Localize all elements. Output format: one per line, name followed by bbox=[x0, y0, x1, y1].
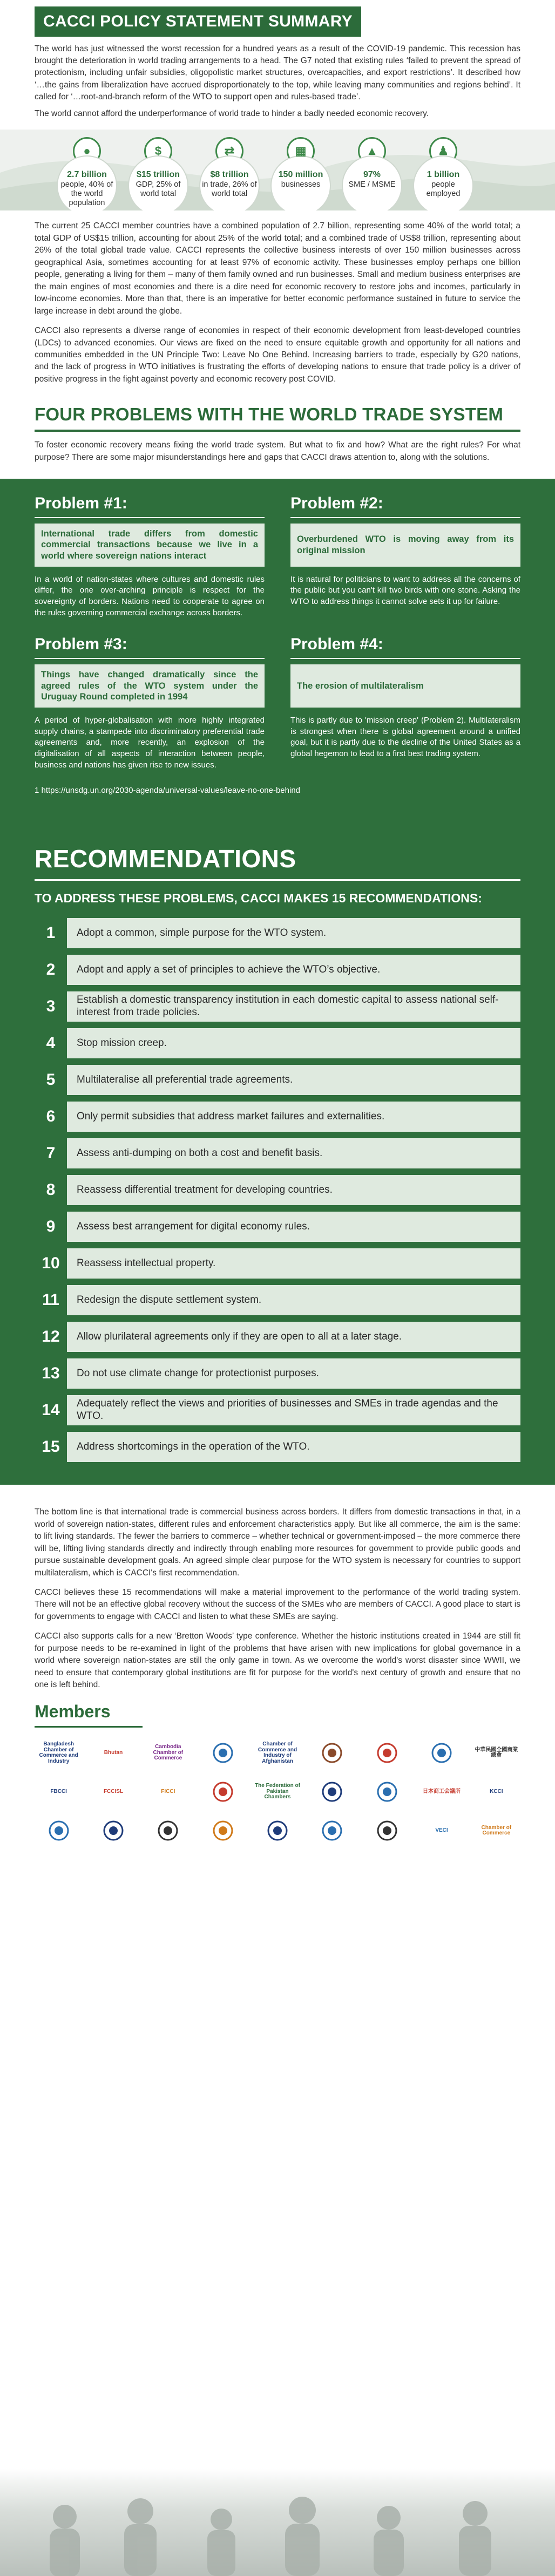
body-paragraph-4: CACCI also represents a diverse range of economies in respect of their economic development from least-developed countries (LDCs) to advanced economies. Our views are fixed on the need to ensure equitable growth and opportunity for all nations and communities embedded in the UN Principle Two: Leave No One Behind. Increasing barriers to trade, especially by G20 nations, and the lack of progress in WTO initiatives is frustrating the efforts of developing nations to ensure that trade policy is a driver of positive progress in the fight against poverty and economic recovery post COVID. bbox=[35, 326, 520, 384]
recommendation-text: Do not use climate change for protectionist purposes. bbox=[67, 1358, 520, 1389]
member-logo: Cambodia Chamber of Commerce bbox=[153, 1744, 184, 1762]
recommendation-text: Reassess differential treatment for developing countries. bbox=[67, 1175, 520, 1205]
stat-value: 97% bbox=[363, 170, 381, 180]
stat-value: 150 million bbox=[278, 170, 323, 180]
problem-body: A period of hyper-globalisation with more highly integrated supply chains, a stampede into discriminatory preferential trade agreements and, more recently, an explosion of the digitalisation of all aspects of interaction between people, business and nations has given rise to new issues. bbox=[35, 715, 265, 770]
stat-glyph: ▲ bbox=[366, 144, 378, 158]
emblem-icon bbox=[212, 1742, 234, 1764]
recommendation-text: Adopt a common, simple purpose for the WTO system. bbox=[67, 918, 520, 948]
recommendation-number: 6 bbox=[46, 1107, 56, 1126]
recommendation-text: Adequately reflect the views and priorities of businesses and SMEs in trade agendas and the WTO. bbox=[67, 1395, 520, 1425]
problem-lead bbox=[290, 664, 520, 708]
member-logo bbox=[199, 1741, 247, 1765]
recommendation-number: 12 bbox=[42, 1328, 60, 1346]
stat-item bbox=[410, 137, 476, 210]
stat-circle bbox=[57, 155, 117, 210]
title-rule bbox=[35, 430, 520, 432]
emblem-icon bbox=[212, 1781, 234, 1803]
recommendation-number: 8 bbox=[46, 1181, 56, 1199]
emblem-icon bbox=[321, 1742, 343, 1764]
recommendation-text: Allow plurilateral agreements only if they are open to all at a later stage. bbox=[67, 1322, 520, 1352]
member-logo: Chamber of Commerce and Industry of Afghanistan bbox=[258, 1741, 297, 1764]
member-logo: Bangladesh Chamber of Commerce and Industry bbox=[39, 1741, 78, 1764]
recommendation-number: 14 bbox=[42, 1401, 60, 1419]
recommendation-text: Redesign the dispute settlement system. bbox=[67, 1285, 520, 1315]
member-logo: FCCISL bbox=[103, 1788, 124, 1795]
stat-glyph: $ bbox=[154, 144, 162, 158]
member-logo bbox=[199, 1779, 247, 1804]
member-logo: FICCI bbox=[161, 1788, 175, 1795]
intro-paragraph-1: The world has just witnessed the worst recession for a hundred years as a result of the COVID-19 pandemic. This recession has brought the deterioration in world trading arrangements to a head. The G7 noted that existing rules ‘failed to prevent the spread of protectionism, including unfair subsidies, oligopolistic market structures, overcapacities, and export restrictions’. It described how ‘…the gains from liberalization have accrued disproportionately to the top, while leaving many communities and regions behind’. It called for ‘…root-and-branch reform of the WTO to support open and rules-based trade’. bbox=[35, 44, 520, 102]
problems-section bbox=[0, 479, 555, 806]
stat-glyph: ● bbox=[83, 144, 91, 158]
recommendations-section bbox=[0, 806, 555, 1485]
problem-card bbox=[35, 492, 265, 618]
stat-value: 2.7 billion bbox=[67, 170, 107, 180]
stat-value: $8 trillion bbox=[210, 170, 249, 180]
problem-title: Problem #4: bbox=[290, 633, 520, 659]
silhouettes-graphic bbox=[0, 2468, 555, 2576]
member-logo: KCCI bbox=[490, 1788, 503, 1795]
recommendation-item bbox=[35, 1028, 520, 1058]
closing-paragraph-1: The bottom line is that international trade is commercial business across borders. It differs from domestic transactions in that, in a world of sovereign nation-states, different rules and enforcement characteristics apply. But like all commerce, the aim is the same: to lift living standards. The fewer the barriers to commerce – whether technical or government-imposed – the more commerce there will be, lifting living standards directly and indirectly through enabling more resources for government to provide public goods and pursue sustainable development goals. An agreed simple clear purpose for the WTO system is necessary for countries to support multilateralism, which is CACCI's first recommendation. bbox=[35, 1507, 520, 1578]
member-logo bbox=[308, 1818, 356, 1843]
member-logo: VECI bbox=[435, 1827, 448, 1833]
four-problems-intro: To foster economic recovery means fixing the world trade system. But what to fix and how? What are the right rules? For what purpose? There are some major misunderstandings here and gaps that CACCI draws attention to, along with the solutions. bbox=[35, 440, 520, 462]
stat-label: people, 40% of the world population bbox=[60, 180, 113, 208]
header-bar bbox=[35, 6, 361, 37]
problem-body: This is partly due to 'mission creep' (Problem 2). Multilateralism is strongest when there is global agreement around a unified goal, but it is partly due to the decline of the United States as a global hegemon to lead to a first best trading system. bbox=[290, 715, 520, 758]
recommendation-number: 1 bbox=[46, 924, 56, 942]
stat-circle bbox=[270, 155, 331, 210]
problem-title: Problem #1: bbox=[35, 492, 265, 518]
recommendation-item bbox=[35, 1358, 520, 1389]
page-title: CACCI POLICY STATEMENT SUMMARY bbox=[43, 12, 353, 30]
member-logo bbox=[363, 1779, 411, 1804]
recommendation-item bbox=[35, 1432, 520, 1462]
stat-item bbox=[54, 137, 120, 210]
recommendation-item bbox=[35, 1212, 520, 1242]
emblem-icon bbox=[376, 1781, 398, 1803]
recommendation-text: Only permit subsidies that address market failures and externalities. bbox=[67, 1102, 520, 1132]
recommendation-list bbox=[35, 918, 520, 1462]
stat-label: in trade, 26% of world total bbox=[202, 180, 257, 199]
emblem-icon bbox=[321, 1820, 343, 1841]
stat-label: SME / MSME bbox=[348, 180, 396, 189]
problem-lead bbox=[290, 524, 520, 567]
recommendation-number: 5 bbox=[46, 1071, 56, 1089]
recommendation-number: 2 bbox=[46, 961, 56, 979]
recommendation-number: 13 bbox=[42, 1364, 60, 1383]
member-logo bbox=[363, 1818, 411, 1843]
member-logo bbox=[35, 1818, 83, 1843]
recommendation-number: 7 bbox=[46, 1144, 56, 1163]
recommendation-number: 10 bbox=[42, 1254, 60, 1273]
recommendation-item bbox=[35, 918, 520, 948]
stat-label: people employed bbox=[426, 180, 461, 199]
stats-row bbox=[54, 137, 476, 210]
member-logo bbox=[253, 1818, 301, 1843]
emblem-icon bbox=[212, 1820, 234, 1841]
emblem-icon bbox=[103, 1820, 124, 1841]
problem-lead-text: International trade differs from domestic commercial transactions because we live in a world where sovereign nations interact bbox=[41, 528, 258, 561]
recommendations-subtitle: TO ADDRESS THESE PROBLEMS, CACCI MAKES 15 RECOMMENDATIONS: bbox=[35, 891, 482, 905]
recommendation-item bbox=[35, 1322, 520, 1352]
member-logo bbox=[308, 1741, 356, 1765]
recommendation-number: 9 bbox=[46, 1218, 56, 1236]
problem-body: In a world of nation-states where cultures and domestic rules differ, the one over-arching principle is respect for the sovereignty of borders. Nations need to cooperate to agree on the rules governing commercial exchange across borders. bbox=[35, 574, 265, 617]
problem-lead-text: The erosion of multilateralism bbox=[297, 681, 424, 691]
recommendation-number: 11 bbox=[42, 1291, 59, 1309]
stat-circle bbox=[342, 155, 402, 210]
member-logo: FBCCI bbox=[50, 1788, 67, 1795]
member-logo bbox=[89, 1818, 137, 1843]
member-logo bbox=[144, 1818, 192, 1843]
problem-lead bbox=[35, 664, 265, 708]
stat-item bbox=[125, 137, 191, 210]
problem-lead bbox=[35, 524, 265, 567]
recommendation-number: 4 bbox=[46, 1034, 56, 1052]
intro-paragraph-2: The world cannot afford the underperformance of world trade to hinder a badly needed economic recovery. bbox=[35, 108, 429, 118]
emblem-icon bbox=[376, 1742, 398, 1764]
stat-item bbox=[197, 137, 262, 210]
recommendation-item bbox=[35, 1102, 520, 1132]
stat-value: 1 billion bbox=[427, 170, 460, 180]
members-title: Members bbox=[35, 1701, 111, 1721]
recommendation-text: Assess best arrangement for digital economy rules. bbox=[67, 1212, 520, 1242]
emblem-icon bbox=[267, 1820, 288, 1841]
footnote: 1 https://unsdg.un.org/2030-agenda/universal-values/leave-no-one-behind bbox=[35, 786, 301, 796]
member-logo: Chamber of Commerce bbox=[481, 1824, 512, 1837]
stat-glyph: ⇄ bbox=[224, 144, 235, 158]
problem-card bbox=[290, 492, 520, 618]
problem-card bbox=[35, 633, 265, 771]
recommendation-item bbox=[35, 1248, 520, 1279]
stat-label: GDP, 25% of world total bbox=[136, 180, 181, 199]
stat-glyph: ▦ bbox=[295, 144, 307, 158]
recommendation-number: 15 bbox=[42, 1438, 60, 1456]
recommendation-item bbox=[35, 1065, 520, 1095]
member-logo bbox=[417, 1741, 465, 1765]
closing-paragraph-2: CACCI believes these 15 recommendations will make a material improvement to the performance of the world trading system. There will not be an effective global recovery without the success of the SMEs who are members of CACCI. A good place to start is for governments to engage with CACCI and listen to what these SMEs are saying. bbox=[35, 1587, 520, 1621]
closing-section bbox=[0, 1485, 555, 1691]
recommendation-item bbox=[35, 1395, 520, 1425]
emblem-icon bbox=[157, 1820, 179, 1841]
problem-lead-text: Things have changed dramatically since the agreed rules of the WTO system under the Uruguay Round completed in 1994 bbox=[41, 670, 258, 702]
member-logo bbox=[199, 1818, 247, 1843]
closing-paragraph-3: CACCI also supports calls for a new ‘Bretton Woods’ type conference. Whether the historic institutions created in 1944 are still fit for purpose needs to be re-examined in light of the problems that have arisen with new implications for global governance in a world where sovereign nation-states are still the only game in town. As we overcome the world's worst disaster since WWII, we need to ensure that contemporary global institutions are fit for purpose for the world's next century of growth and ensure that no one is left behind. bbox=[35, 1632, 520, 1690]
recommendation-item bbox=[35, 1285, 520, 1315]
problem-lead-text: Overburdened WTO is moving away from its original mission bbox=[297, 534, 514, 555]
stat-item bbox=[268, 137, 334, 210]
problems-grid bbox=[35, 492, 520, 771]
stat-label: businesses bbox=[281, 180, 321, 189]
recommendation-number: 3 bbox=[46, 997, 56, 1016]
stats-band bbox=[0, 130, 555, 210]
stat-circle bbox=[128, 155, 188, 210]
four-problems-title: FOUR PROBLEMS WITH THE WORLD TRADE SYSTEM bbox=[35, 404, 504, 425]
recommendation-item bbox=[35, 1138, 520, 1168]
emblem-icon bbox=[321, 1781, 343, 1803]
member-logo: Bhutan bbox=[104, 1749, 123, 1756]
stat-item bbox=[339, 137, 405, 210]
recommendations-title: RECOMMENDATIONS bbox=[35, 841, 520, 881]
member-logo: 日本商工会議所 bbox=[422, 1788, 461, 1795]
recommendation-item bbox=[35, 955, 520, 985]
member-logo: 中華民國全國商業總會 bbox=[475, 1746, 518, 1759]
recommendation-item bbox=[35, 1175, 520, 1205]
member-logo: The Federation of Pakistan Chambers bbox=[255, 1783, 300, 1800]
recommendation-text: Multilateralise all preferential trade agreements. bbox=[67, 1065, 520, 1095]
members-rule bbox=[35, 1726, 143, 1728]
recommendation-text: Assess anti-dumping on both a cost and benefit basis. bbox=[67, 1138, 520, 1168]
recommendation-text: Establish a domestic transparency institution in each domestic capital to assess national self-interest from trade policies. bbox=[67, 991, 520, 1022]
stat-circle bbox=[199, 155, 260, 210]
recommendation-text: Stop mission creep. bbox=[67, 1028, 520, 1058]
problem-card bbox=[290, 633, 520, 771]
stat-value: $15 trillion bbox=[136, 170, 180, 180]
recommendation-text: Reassess intellectual property. bbox=[67, 1248, 520, 1279]
stat-glyph: ♟ bbox=[438, 144, 449, 158]
problem-title: Problem #3: bbox=[35, 633, 265, 659]
recommendation-item bbox=[35, 991, 520, 1022]
footer-photo-people bbox=[0, 2468, 555, 2576]
recommendation-text: Adopt and apply a set of principles to achieve the WTO’s objective. bbox=[67, 955, 520, 985]
member-logo bbox=[363, 1741, 411, 1765]
recommendation-text: Address shortcomings in the operation of the WTO. bbox=[67, 1432, 520, 1462]
problem-body: It is natural for politicians to want to address all the concerns of the public but you can't kill two birds with one stone. Asking the WTO to address things it cannot solve sets it up for failure. bbox=[290, 574, 520, 607]
body-paragraph-3: The current 25 CACCI member countries have a combined population of 2.7 billion, representing some 40% of the world total; a total GDP of US$15 trillion, accounting for about 25% of the world total; and a combined trade of US$8 trillion, representing about 26% of the total global trade value. CACCI represents the collective business interests of over 150 million businesses across geographical Asia, sometimes accounting for at least 97% of economic activity. These businesses employ perhaps one billion people, generating a living for them – many of them family owned and run businesses. Small and medium business enterprises are the main engines of most economies and there is a dire need for economic recovery to restore jobs and incomes, particularly in low-income economies. More than that, there is an imperative for better economic performance sustained in future to service the large increase in debt around the globe. bbox=[35, 221, 520, 316]
stat-circle bbox=[413, 155, 473, 210]
emblem-icon bbox=[376, 1820, 398, 1841]
member-logo bbox=[308, 1779, 356, 1804]
member-logos-grid bbox=[35, 1741, 520, 1843]
emblem-icon bbox=[48, 1820, 70, 1841]
problem-title: Problem #2: bbox=[290, 492, 520, 518]
emblem-icon bbox=[431, 1742, 452, 1764]
